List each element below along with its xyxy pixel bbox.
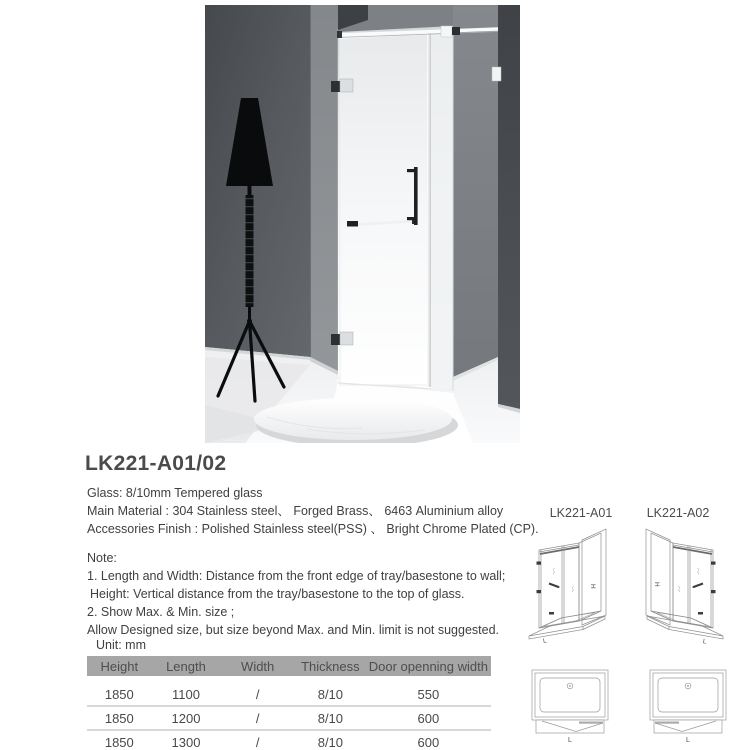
table-header-row (87, 656, 491, 676)
lamp-pole (246, 195, 254, 307)
wall-clamp (492, 67, 501, 81)
cell-width: / (255, 710, 260, 726)
page-title: LK221-A01/02 (85, 452, 227, 475)
spec-line-material: Main Material : 304 Stainless steel、 Forged Brass、 6463 Aluminium alloy (87, 504, 504, 518)
fixed-glass-panel (431, 30, 453, 391)
cell-height: 1850 (104, 734, 134, 750)
col-header-door-opening: Door openning width (366, 656, 491, 676)
cell-height: 1850 (104, 686, 134, 702)
top-view-diagram-a01 (524, 660, 629, 745)
isometric-diagram-a01 (527, 524, 627, 652)
door-frame-profile (427, 32, 431, 387)
shower-scene (205, 5, 520, 443)
dim-l-label: L (702, 638, 708, 646)
isometric-diagram-a02 (625, 524, 725, 652)
table-row (87, 676, 491, 706)
note-heading: Note: (87, 551, 117, 565)
col-header-height: Height (87, 656, 152, 676)
note-block (87, 549, 505, 639)
cell-height: 1850 (104, 710, 134, 726)
cell-thickness: 8/10 (317, 686, 344, 702)
note-line-4: Allow Designed size, but size beyond Max. and Min. limit is not suggested. (87, 623, 500, 637)
diagram-label-a01: LK221-A01 (549, 506, 613, 520)
cell-length: 1300 (171, 734, 201, 750)
cell-length: 1100 (171, 686, 200, 702)
note-line-1: 1. Length and Width: Distance from the front edge of tray/basestone to wall; (87, 569, 506, 583)
cell-thickness: 8/10 (317, 734, 344, 750)
note-line-3: 2. Show Max. & Min. size ; (87, 605, 235, 619)
dim-h-label: H (589, 584, 596, 589)
dim-l-label: L (686, 737, 690, 744)
cell-length: 1200 (171, 710, 201, 726)
far-right-wall (498, 5, 520, 409)
note-line-2: Height: Vertical distance from the tray/basestone to the top of glass. (90, 587, 465, 601)
col-header-width: Width (220, 656, 295, 676)
size-table (87, 656, 491, 750)
col-header-length: Length (152, 656, 221, 676)
dim-l-label: L (568, 737, 572, 744)
col-header-thickness: Thickness (295, 656, 366, 676)
pillar-wall (310, 5, 338, 371)
spec-list (87, 484, 539, 538)
spec-line-finish: Accessories Finish : Polished Stainless steel(PSS) 、 Bright Chrome Plated (CP). (87, 522, 539, 536)
table-row (87, 706, 491, 730)
right-wall (453, 5, 498, 377)
cell-thickness: 8/10 (317, 710, 344, 726)
table-row (87, 730, 491, 750)
cell-door-opening: 600 (417, 734, 440, 750)
diagram-label-a02: LK221-A02 (646, 506, 710, 520)
top-view-diagram-a02 (629, 660, 734, 745)
unit-label: Unit: mm (96, 638, 146, 652)
dim-h-label: H (653, 582, 660, 587)
cell-width: / (255, 686, 260, 702)
cell-door-opening: 550 (417, 686, 440, 702)
cell-door-opening: 600 (417, 710, 440, 726)
spec-line-glass: Glass: 8/10mm Tempered glass (87, 486, 263, 500)
product-photo (205, 5, 520, 443)
shower-door (338, 30, 453, 391)
cell-width: / (255, 734, 260, 750)
dim-l-label: L (542, 637, 548, 645)
